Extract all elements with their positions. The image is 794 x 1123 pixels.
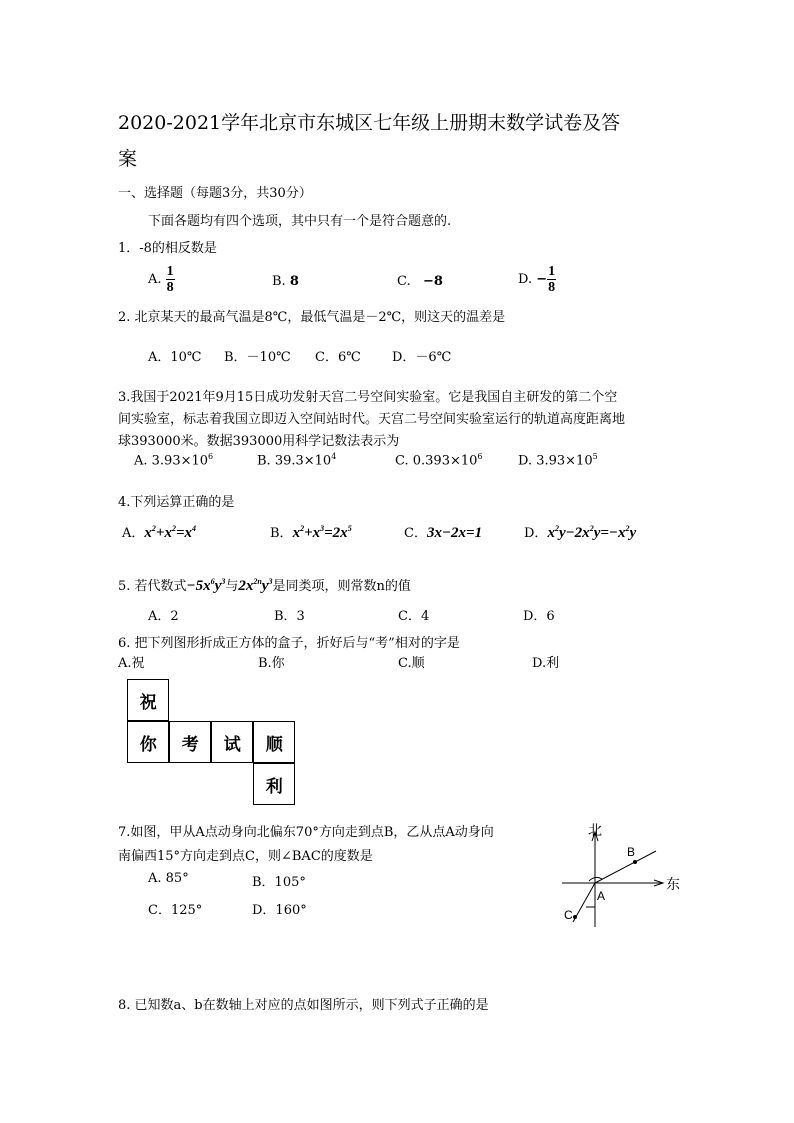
q6-option-b: B.你: [258, 656, 285, 671]
q6-option-a: A.祝: [118, 656, 145, 671]
q2-option-c: C．6℃: [315, 350, 361, 365]
q5-option-d: D．6: [523, 609, 555, 624]
q4-option-a: A．$x^2+x^2=x^4$: [122, 524, 197, 541]
q3-option-a: A. $3.93\times 10^6$: [134, 452, 214, 469]
net-cell: 祝: [127, 679, 169, 721]
q1-option-a: A. $\frac{1}{8}$: [148, 264, 174, 295]
q1-option-c: C. −8: [397, 274, 443, 289]
q7-line1: 7.如图，甲从A点动身向北偏东70°方向走到点B，乙从点A动身向: [118, 825, 494, 840]
q2-option-a: A．10℃: [148, 350, 202, 365]
q3-line3: 球393000米。数据393000用科学记数法表示为: [118, 434, 400, 449]
q2-option-b: B．－10℃: [224, 350, 291, 365]
net-cell: 试: [211, 721, 253, 763]
q4-stem: 4.下列运算正确的是: [118, 495, 235, 510]
q7-option-d: D．160°: [252, 903, 307, 918]
q6-option-c: C.顺: [398, 656, 425, 671]
q2-stem: 2. 北京某天的最高气温是8℃，最低气温是－2℃，则这天的温差是: [118, 310, 506, 325]
point-c-label: C: [564, 908, 573, 922]
q1-option-b: B. 8: [272, 274, 299, 289]
title-line1: 2020-2021学年北京市东城区七年级上册期末数学试卷及答: [118, 112, 621, 134]
q5-stem: 5. 若代数式$-5x^6y^3$与$2x^{2n}y^3$是同类项，则常数n的值: [118, 577, 411, 594]
q5-option-a: A．2: [148, 609, 179, 624]
east-label: 东: [666, 877, 680, 893]
net-cell: 考: [169, 721, 211, 763]
q8-stem: 8. 已知数a、b在数轴上对应的点如图所示，则下列式子正确的是: [118, 998, 489, 1013]
q3-option-d: D. $3.93\times 10^5$: [518, 452, 598, 469]
q1-stem: 1．-8的相反数是: [118, 241, 217, 256]
q4-option-b: B．$x^2+x^3=2x^5$: [270, 524, 352, 541]
q1-option-d: D. − $\frac{1}{8}$: [518, 264, 556, 295]
q3-option-b: B. $39.3\times 10^4$: [257, 452, 337, 469]
q3-line2: 间实验室，标志着我国立即迈入空间站时代。天宫二号空间实验室运行的轨道高度距离地: [118, 412, 626, 427]
q4-option-c: C．3x−2x=1: [404, 525, 483, 541]
q6-stem: 6. 把下列图形折成正方体的盒子，折好后与“考”相对的字是: [118, 636, 460, 651]
north-label: 北: [588, 823, 602, 839]
title-line2: 案: [118, 148, 138, 170]
q7-line2: 南偏西15°方向走到点C，则∠BAC的度数是: [118, 849, 373, 864]
intro-text: 下面各题均有四个选项，其中只有一个是符合题意的.: [148, 214, 452, 229]
point-a-label: A: [597, 889, 606, 903]
q5-option-b: B．3: [274, 609, 305, 624]
q5-option-c: C．4: [398, 609, 430, 624]
q7-option-b: B．105°: [252, 875, 306, 890]
section-heading: 一、选择题（每题3分，共30分）: [118, 186, 312, 201]
net-cell: 顺: [253, 721, 295, 763]
q7-option-c: C．125°: [148, 903, 203, 918]
q6-option-d: D.利: [532, 656, 560, 671]
q3-option-c: C. $0.393\times 10^6$: [395, 452, 483, 469]
net-cell: 你: [127, 721, 169, 763]
q2-option-d: D．－6℃: [392, 350, 452, 365]
net-cell: 利: [253, 763, 295, 805]
q7-option-a: A. 85°: [148, 871, 189, 886]
q3-line1: 3.我国于2021年9月15日成功发射天宫二号空间实验室。它是我国自主研发的第二个空: [118, 390, 618, 405]
q4-option-d: D．$x^2y-2x^2y=-x^2y$: [524, 524, 637, 541]
direction-diagram: [550, 815, 690, 930]
point-b-label: B: [627, 845, 636, 859]
